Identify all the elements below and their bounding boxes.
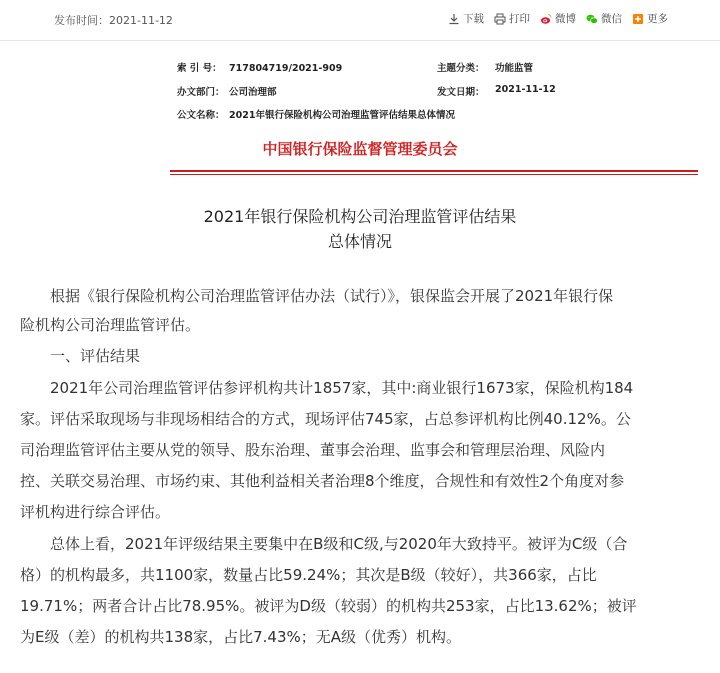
section-heading: 一、评估结果 <box>20 347 141 365</box>
doc-label: 公文名称： <box>177 110 225 121</box>
download-button[interactable] <box>448 11 484 26</box>
body-line: 格）的机构最多，共1100家，数量占比59.24%；其次是B级（较好），共366家，占比 <box>20 566 597 584</box>
doc-value: 2021年银行保险机构公司治理监管评估结果总体情况 <box>229 110 455 121</box>
body-line: 总体上看，2021年评级结果主要集中在B级和C级,与2020年大致持平。被评为C级（合 <box>20 535 628 553</box>
red-divider-thick <box>170 170 698 172</box>
wechat-label: 微信 <box>601 13 622 25</box>
article-title-line1: 2021年银行保险机构公司治理监管评估结果 <box>203 207 517 226</box>
body-line: 2021年公司治理监管评估参评机构共计1857家，其中:商业银行1673家，保险机构184 <box>20 379 634 397</box>
body-line: 控、关联交易治理、市场约束、其他利益相关者治理8个维度，合规性和有效性2个角度对参 <box>20 472 625 490</box>
dept-label: 办文部门： <box>177 87 225 98</box>
red-divider-thin <box>170 174 698 175</box>
date-label: 发文日期： <box>437 87 485 98</box>
meta-row-dept <box>177 84 556 98</box>
body-line: 19.71%；两者合计占比78.95%。被评为D级（较弱）的机构共253家，占比13.62%；被评 <box>20 597 637 615</box>
article-toolbar <box>0 0 720 41</box>
article-title-line2: 总体情况 <box>327 232 392 251</box>
download-icon <box>448 13 460 25</box>
date-value: 2021-11-12 <box>495 84 556 95</box>
weibo-share-button[interactable] <box>540 11 576 26</box>
weibo-label: 微博 <box>555 13 576 25</box>
meta-row-doc <box>177 107 455 121</box>
body-line: 根据《银行保险机构公司治理监管评估办法（试行）》，银保监会开展了2021年银行保 <box>20 287 614 305</box>
weibo-icon <box>540 13 552 25</box>
more-share-button[interactable] <box>632 11 668 26</box>
index-label: 索 引 号： <box>177 63 222 74</box>
dept-value: 公司治理部 <box>229 87 277 98</box>
print-button[interactable] <box>494 11 530 26</box>
agency-name: 中国银行保险监督管理委员会 <box>262 140 458 158</box>
index-value: 717804719/2021-909 <box>229 63 343 74</box>
wechat-icon <box>586 13 598 25</box>
meta-row-index <box>177 60 534 74</box>
body-line: 为E级（差）的机构共138家，占比7.43%；无A级（优秀）机构。 <box>20 628 462 646</box>
publish-date-value: 2021-11-12 <box>109 14 173 27</box>
print-icon <box>494 13 506 25</box>
share-actions <box>448 11 668 26</box>
body-line: 家。评估采取现场与非现场相结合的方式，现场评估745家，占总参评机构比例40.12%。公 <box>20 410 631 428</box>
body-line: 司治理监管评估主要从党的领导、股东治理、董事会治理、监事会和管理层治理、风险内 <box>20 441 606 459</box>
body-line: 评机构进行综合评估。 <box>20 503 171 521</box>
body-line: 险机构公司治理监管评估。 <box>20 316 201 334</box>
more-label: 更多 <box>647 13 668 25</box>
topic-value: 功能监管 <box>495 63 534 74</box>
topic-label: 主题分类： <box>437 63 485 74</box>
publish-date <box>54 12 173 28</box>
publish-date-label: 发布时间： <box>54 14 109 27</box>
more-icon <box>632 13 644 25</box>
wechat-share-button[interactable] <box>586 11 622 26</box>
print-label: 打印 <box>509 13 530 25</box>
download-label: 下载 <box>463 13 484 25</box>
